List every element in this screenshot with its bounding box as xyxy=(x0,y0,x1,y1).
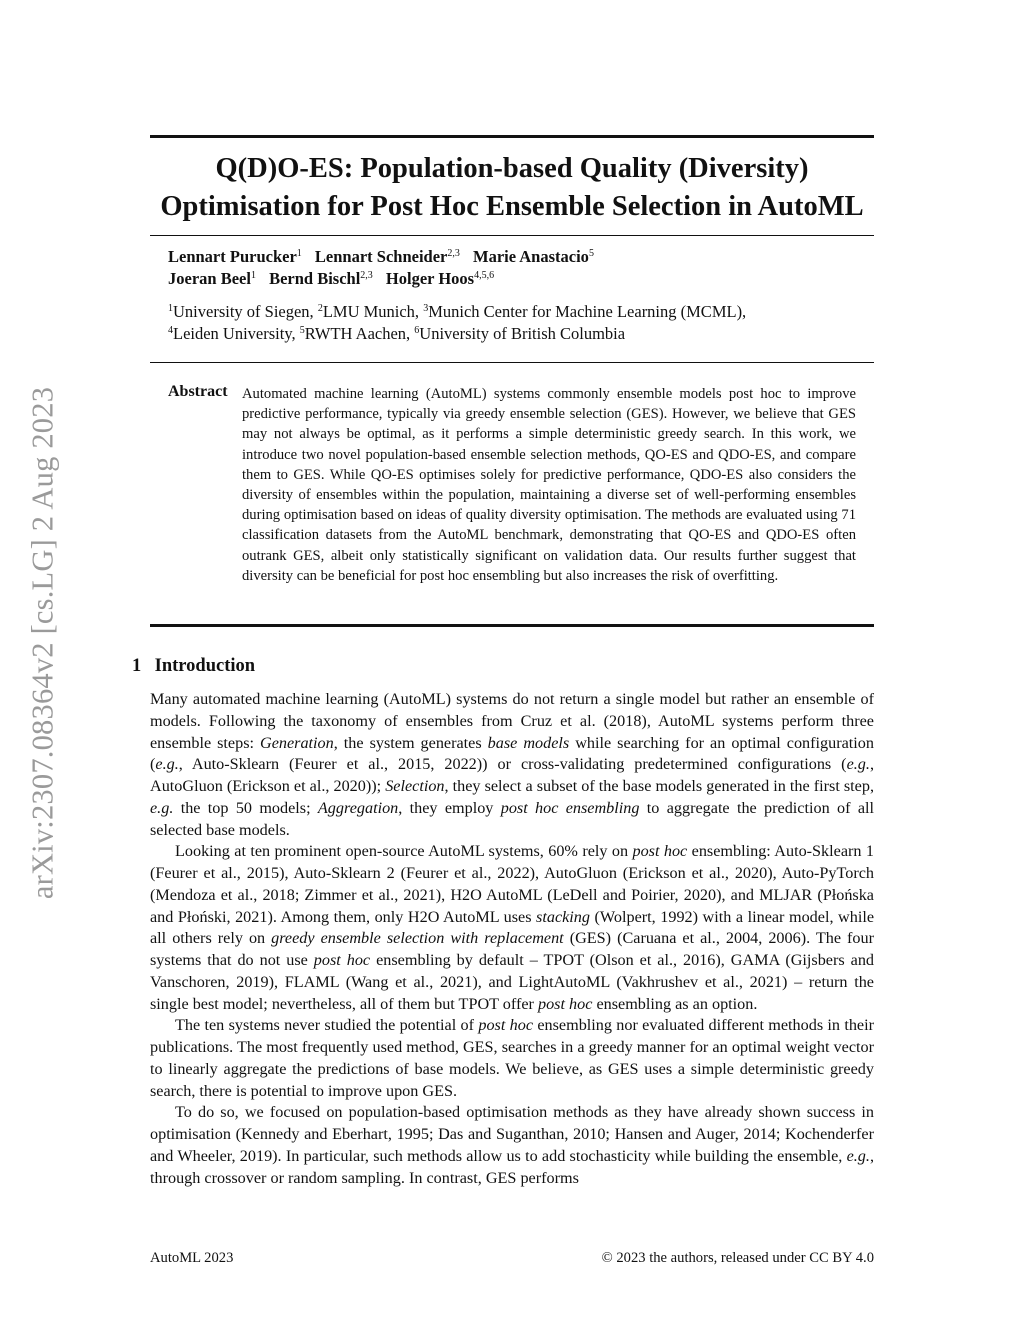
abstract-rule xyxy=(150,624,874,627)
title-line-1: Q(D)O-ES: Population-based Quality (Diversity) xyxy=(215,153,809,184)
abstract-label: Abstract xyxy=(168,383,228,400)
top-rule xyxy=(150,135,874,138)
affiliations xyxy=(168,301,746,345)
title-line-2: Optimisation for Post Hoc Ensemble Selection in AutoML xyxy=(160,191,864,222)
paragraph: Looking at ten prominent open-source AutoML systems, 60% rely on post hoc ensembling: Auto-Sklearn 1 (Feurer et al., 2015), Auto-Sklearn 2 (Feurer et al., 2022), AutoGluon (Erickson et al., 2020), Auto-PyTorch (Mendoza et al., 2018; Zimmer et al., 2021), H2O AutoML (LeDell and Poirier, 2020), and MLJAR (Płońska and Płoński, 2021). Among them, only H2O AutoML uses stacking (Wolpert, 1992) with a linear model, while all others rely on greedy ensemble selection with replacement (GES) (Caruana et al., 2004, 2006). The four systems that do not use post hoc ensembling by default – TPOT (Olson et al., 2016), GAMA (Gijsbers and Vanschoren, 2019), FLAML (Wang et al., 2021), and LightAutoML (Vakhrushev et al., 2021) – return the single best model; nevertheless, all of them but TPOT offer post hoc ensembling as an option. xyxy=(150,842,875,1013)
paragraph: To do so, we focused on population-based optimisation methods as they have already shown success in optimisation (Kennedy and Eberhart, 1995; Das and Suganthan, 2010; Hansen and Auger, 2014; Kochenderfer and Wheeler, 2019). In particular, such methods allow us to add stochasticity while building the ensemble, e.g., through crossover or random sampling. In contrast, GES performs xyxy=(150,1103,874,1187)
paper-title xyxy=(150,150,874,226)
author: Holger Hoos$^{4,5,6}$ xyxy=(385,269,495,288)
section-heading xyxy=(132,656,255,677)
paragraph: Many automated machine learning (AutoML) systems do not return a single model but rather an ensemble of models. Following the taxonomy of ensembles from Cruz et al. (2018), AutoML systems perform three ensemble steps: Generation, the system generates base models while searching for an optimal configuration (e.g., Auto-Sklearn (Feurer et al., 2015, 2022)) or cross-validating predetermined configurations (e.g., AutoGluon (Erickson et al., 2020)); Selection, they select a subset of the base models generated in the first step, e.g. the top 50 models; Aggregation, they employ post hoc ensembling to aggregate the prediction of all selected base models. xyxy=(150,690,874,839)
author: Lennart Schneider$^{2,3}$ xyxy=(314,247,460,266)
affiliation-rule xyxy=(150,362,874,363)
paragraph: The ten systems never studied the potential of post hoc ensembling nor evaluated different methods in their publications. The most frequently used method, GES, searches in a greedy manner for an optimal weight vector to linearly aggregate the predictions of base models. We believe, as GES uses a simple deterministic greedy search, there is potential to improve upon GES. xyxy=(150,1016,875,1100)
author-list xyxy=(168,246,603,290)
author: Lennart Purucker$^1$ xyxy=(168,247,302,266)
title-rule xyxy=(150,235,874,236)
body-text xyxy=(150,689,874,1189)
author-line-2 xyxy=(168,268,603,290)
section-title: Introduction xyxy=(154,656,256,676)
abstract-text: Automated machine learning (AutoML) systems commonly ensemble models post hoc to improve predictive performance, typically via greedy ensemble selection (GES). However, we believe that GES may not always be optimal, as it performs a simple deterministic greedy search. In this work, we introduce two novel population-based ensemble selection methods, QO-ES and QDO-ES, and compare them to GES. While QO-ES optimises solely for predictive performance, QDO-ES also considers the diversity of ensembles within the population, maintaining a diverse set of well-performing ensembles during optimisation based on ideas of quality diversity optimisation. The methods are evaluated using 71 classification datasets from the AutoML benchmark, demonstrating that QO-ES and QDO-ES often outrank GES, albeit only statistically significant on validation data. Our results further suggest that diversity can be beneficial for post hoc ensembling but also increases the risk of overfitting. xyxy=(242,386,856,584)
author: Marie Anastacio$^5$ xyxy=(473,247,594,266)
affiliation-line-1: $^1$University of Siegen, $^2$LMU Munich, $^3$Munich Center for Machine Learning (MCML), xyxy=(168,302,747,321)
footer-license: © 2023 the authors, released under CC BY 4.0 xyxy=(601,1250,874,1266)
footer-venue: AutoML 2023 xyxy=(150,1250,234,1266)
arxiv-sidebar-id: arXiv:2307.08364v2 [cs.LG] 2 Aug 2023 xyxy=(25,386,60,900)
author-line-1 xyxy=(168,246,603,268)
author: Bernd Bischl$^{2,3}$ xyxy=(269,269,373,288)
author: Joeran Beel$^1$ xyxy=(168,269,256,288)
affiliation-line-2: $^4$Leiden University, $^5$RWTH Aachen, $^6$University of British Columbia xyxy=(168,324,626,343)
section-number: 1 xyxy=(132,656,142,676)
